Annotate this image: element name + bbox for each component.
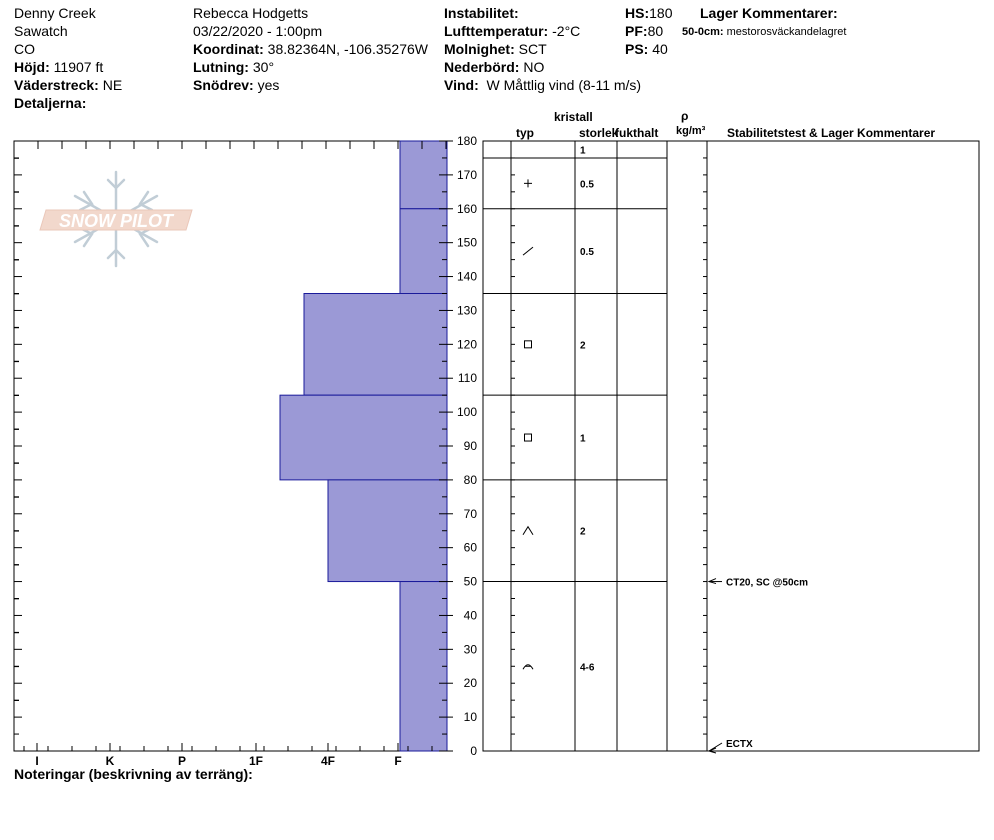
depth-tick-label: 30 — [463, 642, 477, 657]
mountain-range: Sawatch — [14, 23, 68, 39]
observer: Rebecca Hodgetts — [193, 5, 309, 21]
crystal-type-icon-6 — [523, 665, 533, 670]
top-ticks — [14, 141, 446, 149]
depth-tick-label: 40 — [463, 608, 477, 623]
crystal-type-icon-3 — [525, 341, 532, 348]
coordinate-label: Koordinat: — [193, 41, 264, 57]
layer-comments-title: Lager Kommentarer: — [700, 5, 838, 21]
stability-test-0: CT20, SC @50cm — [726, 577, 809, 589]
depth-tick-label: 70 — [463, 506, 477, 521]
wind-value: W Måttlig vind (8-11 m/s) — [486, 77, 642, 93]
snowpilot-logo — [40, 172, 192, 266]
depth-tick-label: 0 — [470, 744, 477, 758]
snowpilot-logo-text: SNOW PILOT — [59, 211, 173, 231]
hardness-label-K: K — [105, 754, 115, 768]
precip-label: Nederbörd: — [444, 59, 520, 75]
depth-tick-label: 140 — [456, 269, 477, 284]
notes-label: Noteringar (beskrivning av terräng): — [14, 766, 253, 782]
stability-test-1: ECTX — [726, 739, 753, 750]
hardness-label-1F: 1F — [248, 754, 264, 768]
hs-label: HS: — [625, 5, 650, 21]
hardness-bar-4 — [328, 480, 447, 582]
aspect-label: Väderstreck: — [14, 77, 99, 93]
ps-label: PS: — [625, 41, 649, 57]
crystal-size-4: 1 — [580, 433, 586, 445]
hardness-axis — [24, 743, 432, 768]
depth-tick-label: 50 — [463, 574, 477, 589]
drift-value: yes — [257, 77, 280, 93]
layer-comment-depth: 50-0cm: — [682, 26, 724, 38]
col-header-rho: ρ — [681, 109, 689, 123]
hardness-label-F: F — [394, 754, 402, 768]
hardness-bar-3 — [280, 395, 447, 480]
depth-tick-label: 170 — [456, 167, 477, 182]
hardness-bar-5 — [400, 582, 447, 751]
depth-tick-label: 130 — [456, 303, 477, 318]
depth-tick-label: 90 — [463, 439, 477, 453]
pf-value: 80 — [647, 23, 664, 39]
layer-comment-text: mestorosväckandelagret — [726, 26, 847, 38]
crystal-type-icon-2 — [523, 247, 533, 255]
wind-label: Vind: — [444, 77, 479, 93]
crystal-size-6: 4-6 — [580, 662, 595, 674]
clouds-value: SCT — [518, 41, 547, 57]
crystal-size-5: 2 — [580, 526, 586, 538]
crystal-type-icon-4 — [525, 434, 532, 441]
slope-value: 30° — [252, 59, 275, 75]
details-label: Detaljerna: — [14, 95, 87, 111]
aspect-value: NE — [102, 77, 123, 93]
depth-tick-label: 20 — [463, 676, 477, 691]
hardness-label-4F: 4F — [320, 754, 336, 768]
coordinate-value: 38.82364N, -106.35276W — [267, 41, 428, 57]
location: Denny Creek — [14, 5, 96, 21]
crystal-size-0: 1 — [580, 145, 586, 157]
hardness-label-P: P — [177, 754, 187, 768]
col-header-density-unit: kg/m³ — [676, 125, 706, 137]
hardness-bar-2 — [304, 294, 447, 396]
state: CO — [14, 41, 35, 57]
crystal-type-icon-5 — [523, 527, 533, 535]
col-header-crystal: kristall — [554, 110, 593, 124]
precip-value: NO — [523, 59, 545, 75]
hardness-label-I: I — [35, 754, 39, 768]
depth-tick-label: 60 — [463, 540, 477, 555]
depth-tick-label: 150 — [456, 235, 477, 250]
drift-label: Snödrev: — [193, 77, 254, 93]
depth-tick-label: 80 — [463, 472, 477, 487]
crystal-size-1: 0.5 — [580, 179, 594, 191]
layer-table-frame — [483, 141, 979, 751]
hs-value: 180 — [649, 5, 673, 21]
hardness-bar-1 — [400, 209, 447, 294]
layer-table-rows — [483, 141, 707, 751]
col-header-stability: Stabilitetstest & Lager Kommentarer — [727, 126, 936, 140]
depth-tick-label: 160 — [456, 201, 477, 216]
crystal-size-2: 0.5 — [580, 247, 594, 259]
col-header-type: typ — [516, 126, 534, 140]
depth-tick-label: 100 — [456, 405, 477, 420]
depth-tick-label: 10 — [463, 710, 477, 725]
airtemp-value: -2°C — [552, 23, 581, 39]
depth-tick-label: 180 — [456, 134, 477, 148]
instability-label: Instabilitet: — [444, 5, 519, 21]
hardness-bars — [280, 141, 447, 751]
depth-tick-label: 110 — [457, 371, 477, 386]
elevation-value: 11907 ft — [53, 59, 104, 75]
stability-tests — [709, 578, 808, 753]
crystal-type-icon-1 — [524, 179, 532, 187]
clouds-label: Molnighet: — [444, 41, 515, 57]
datetime: 03/22/2020 - 1:00pm — [193, 23, 323, 39]
pf-label: PF: — [625, 23, 648, 39]
airtemp-label: Lufttemperatur: — [444, 23, 549, 39]
crystal-size-3: 2 — [580, 340, 586, 352]
ps-value: 40 — [652, 41, 668, 57]
slope-label: Lutning: — [193, 59, 249, 75]
elevation-label: Höjd: — [14, 59, 50, 75]
col-header-size: storlek — [579, 126, 619, 140]
depth-tick-label: 120 — [456, 337, 477, 352]
col-header-moisture: fukthalt — [615, 126, 659, 140]
